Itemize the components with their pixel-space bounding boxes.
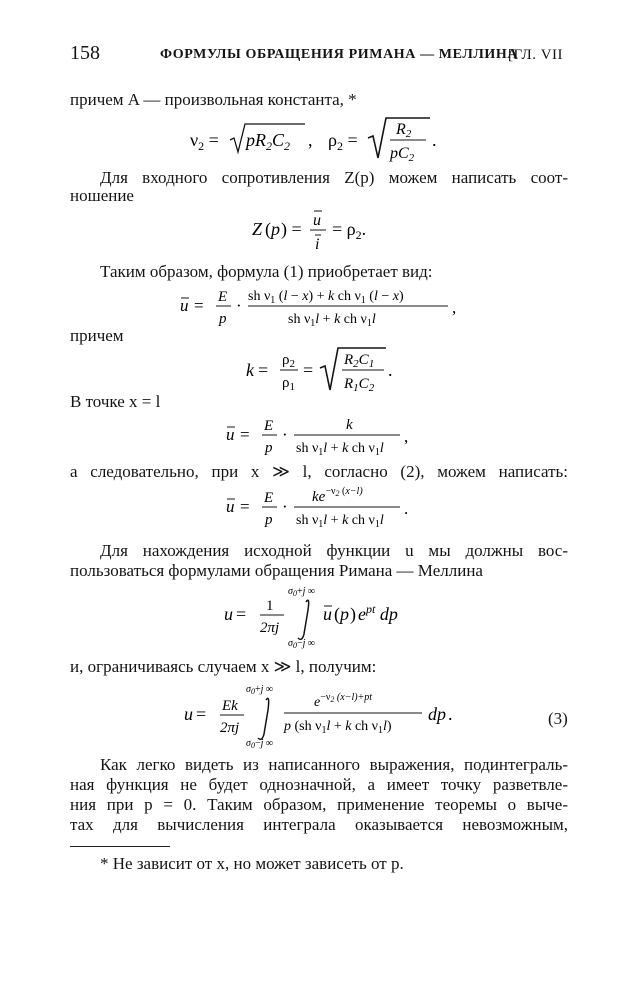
svg-text:1: 1 [266, 598, 274, 614]
svg-text:) =: ) = [281, 219, 302, 239]
svg-text:u: u [313, 212, 321, 229]
svg-text:sh ν1l + k ch ν1l: sh $\nu_1l + k$ ch $\nu_1l$ [296, 513, 384, 530]
chapter-label: [ГЛ. VII [508, 47, 564, 63]
svg-text:pC2: pC2 [390, 145, 415, 164]
svg-text:R1C2: $R_1C_2$ [344, 376, 375, 394]
svg-text:.: . [432, 130, 437, 150]
equation-2 [252, 205, 392, 260]
svg-text:ρ2 =: $\rho_2$ = [328, 130, 358, 153]
svg-text:k: k [346, 417, 353, 433]
running-title: ФОРМУЛЫ ОБРАЩЕНИЯ РИМАНА — МЕЛЛИНА [160, 47, 519, 62]
svg-text:u: u [180, 296, 189, 315]
svg-text:= ρ2.: = $\rho_2$. [332, 219, 367, 242]
footnote-rule [70, 846, 170, 847]
svg-text:Ek: Ek [222, 698, 238, 714]
paragraph-1: причем A — произвольная константа, * [70, 90, 357, 109]
paragraph-2-line-1: Для входного сопротивления Z(p) можем написать соот- [100, 168, 568, 187]
equation-8 [184, 680, 474, 755]
paragraph-7-line-1: Для нахождения исходной функции u мы должны вос- [100, 541, 568, 560]
paragraph-9-line-4: тах для вычисления интеграла оказывается невозможным, [70, 815, 568, 834]
paragraph-5: В точке x = l [70, 392, 161, 411]
svg-text:p: p [219, 311, 227, 327]
equation-1 [190, 118, 450, 173]
svg-text:2πj: 2πj [220, 720, 240, 736]
svg-text:p: p [265, 512, 273, 528]
svg-text:·: · [282, 497, 288, 516]
svg-text:·: · [236, 296, 242, 315]
svg-text:,: , [452, 298, 457, 317]
svg-text:p: p [340, 604, 349, 624]
svg-text:u: u [226, 497, 235, 516]
svg-text:ρ1: $\rho_1$ [282, 375, 295, 393]
svg-text:=: = [303, 360, 314, 380]
svg-text:R2C1: $R_2C_1$ [344, 352, 375, 370]
svg-text:p (sh ν1l + k ch ν1l): p (sh $\nu_1l + k$ ch $\nu_1l$) [284, 719, 392, 736]
svg-text:u: u [184, 704, 193, 724]
svg-text:ν2 =: $\nu_2$ = [190, 130, 219, 153]
svg-text:i: i [315, 236, 320, 253]
svg-text:u: u [226, 425, 235, 444]
svg-text:R2: R2 [396, 121, 412, 140]
paragraph-9-line-1: Как легко видеть из написанного выражения, подинтеграль- [100, 755, 568, 774]
svg-text:sh ν1l + k ch ν1l: sh $\nu_1l + k$ ch $\nu_1l$ [296, 441, 384, 458]
svg-text:.: . [404, 499, 409, 518]
paragraph-9-line-3: ния при p = 0. Таким образом, применение теоремы о выче- [70, 795, 568, 814]
svg-text:k: k [246, 360, 254, 380]
svg-text:sh ν1l + k ch ν1l: sh $\nu_1l + k$ ch $\nu_1l$ [288, 312, 376, 329]
svg-text:E: E [264, 418, 274, 434]
equation-8-tag: (3) [548, 709, 568, 728]
svg-text:Z: Z [252, 219, 263, 239]
svg-text:.: . [448, 704, 453, 724]
paragraph-3: Таким образом, формула (1) приобретает вид: [100, 262, 433, 281]
svg-text:pR2C2: $pR_2C_2$ [246, 130, 291, 153]
svg-text:dp: dp [428, 704, 446, 724]
svg-text:p: p [271, 219, 280, 239]
paragraph-8: и, ограничиваясь случаем x ≫ l, получим: [70, 657, 377, 676]
svg-text:u: u [323, 604, 332, 624]
svg-text:sh ν1 (l − x) + k ch ν1 (l − x: sh $\nu_1$ (l − x) + k ch $\nu_1$ (l − x) [248, 289, 404, 306]
svg-text:,: , [308, 130, 313, 150]
svg-text:.: . [388, 360, 393, 380]
svg-text:σ0−j ∞: $\sigma_0-j$ ∞ [246, 738, 273, 750]
svg-text:=: = [236, 604, 247, 624]
svg-text:σ0+j ∞: $\sigma_0+j$ ∞ [246, 684, 273, 696]
svg-text:ke−ν2 (x−l): $ke^{-\nu}2$ (x−l) [312, 486, 363, 505]
svg-text:σ0−j ∞: $\sigma_0-j$ ∞ [288, 638, 315, 650]
paragraph-4: причем [70, 326, 124, 345]
svg-text:u: u [224, 604, 233, 624]
svg-text:(: ( [334, 604, 340, 624]
paragraph-7-line-2: пользоваться формулами обращения Римана — Меллина [70, 561, 483, 580]
svg-text:σ0+j ∞: $\sigma_0+j$ ∞ [288, 586, 315, 598]
svg-text:=: = [240, 497, 250, 516]
page-number: 158 [70, 42, 100, 64]
footnote: * Не зависит от x, но может зависеть от p. [100, 854, 404, 873]
paragraph-6: а следовательно, при x ≫ l, согласно (2), можем написать: [70, 462, 568, 481]
svg-text:ρ2: $\rho_2$ [282, 352, 295, 370]
svg-text:(: ( [265, 219, 271, 239]
svg-text:=: = [240, 425, 250, 444]
svg-text:2πj: 2πj [260, 620, 280, 636]
svg-text:=: = [258, 360, 269, 380]
paragraph-9-line-2: ная функция не будет однозначной, а имеет точку разветвле- [70, 775, 568, 794]
svg-text:=: = [196, 704, 207, 724]
svg-text:·: · [282, 425, 288, 444]
svg-text:ept dp: $e^{pt}$ dp [358, 602, 398, 624]
svg-text:p: p [265, 440, 273, 456]
svg-text:e−ν2 (x−l)+pt: $e^{-\nu}2$ (x−l)+pt [314, 692, 373, 710]
equation-6 [222, 484, 432, 539]
paragraph-2-line-2: ношение [70, 186, 134, 205]
svg-text:E: E [264, 490, 274, 506]
svg-text:,: , [404, 427, 409, 446]
equation-7 [224, 582, 434, 653]
svg-text:E: E [218, 289, 228, 305]
svg-text:=: = [194, 296, 204, 315]
svg-text:): ) [350, 604, 356, 624]
equation-5 [222, 412, 422, 465]
